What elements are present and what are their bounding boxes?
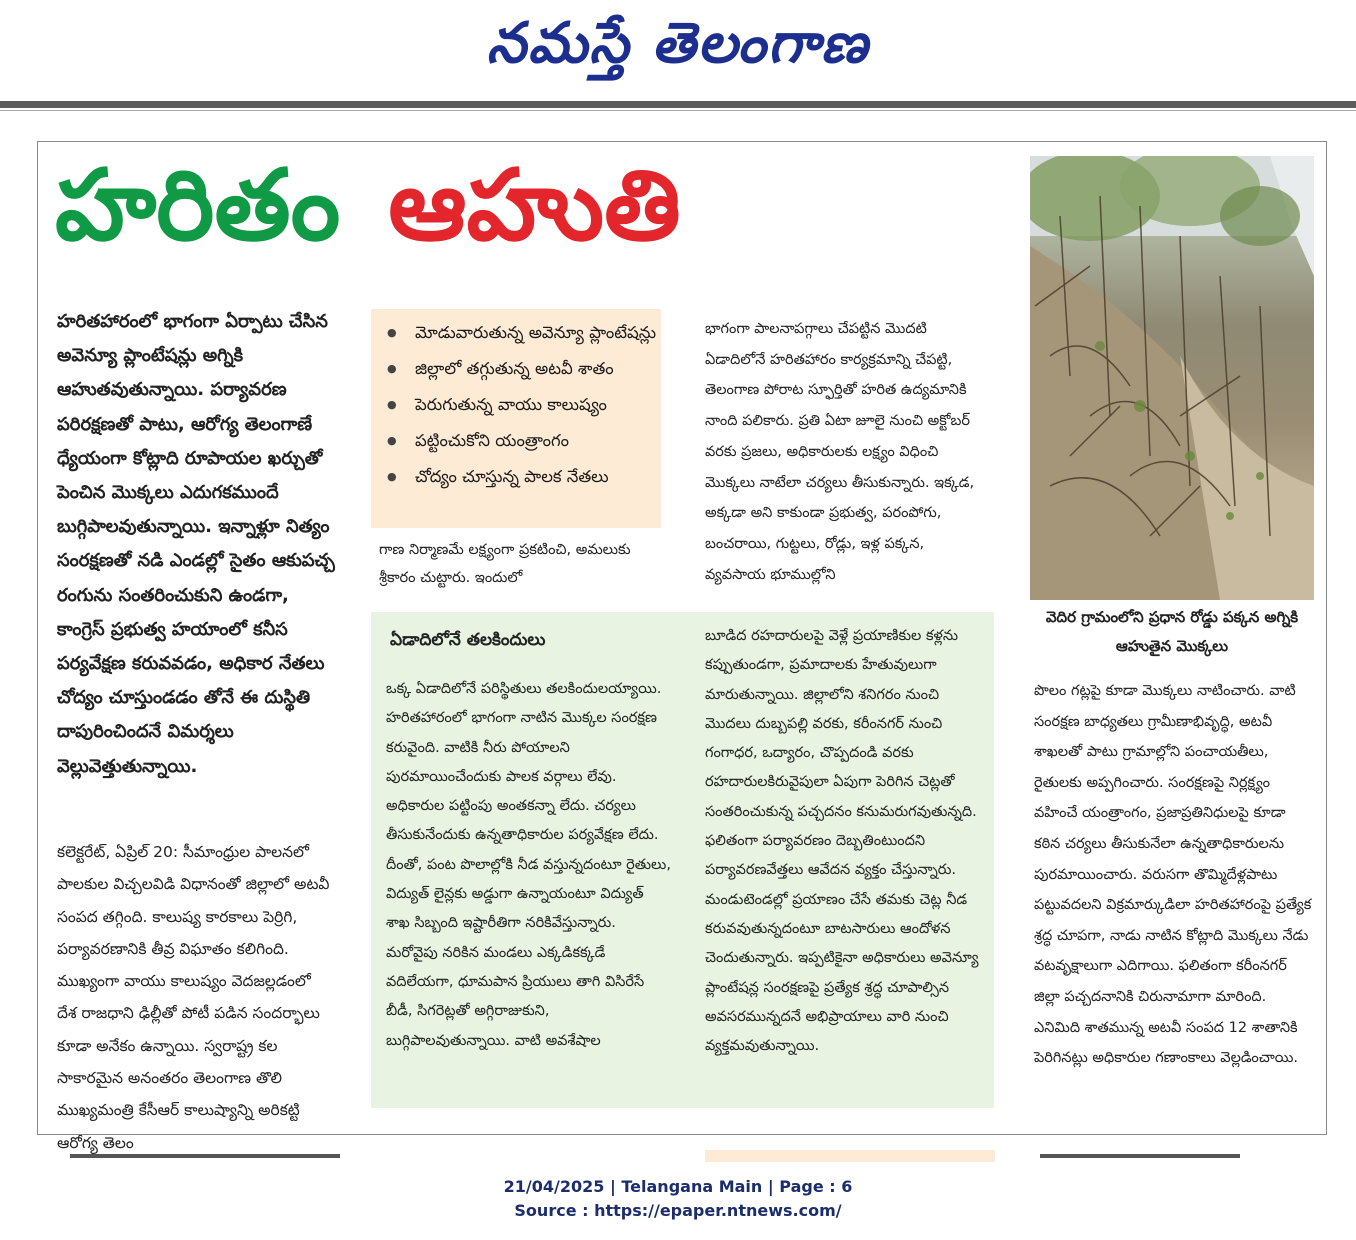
- preview-box: [705, 1150, 995, 1162]
- highlight-item: ● పట్టించుకోని యంత్రాంగం: [385, 423, 661, 459]
- next-article-preview: [0, 1150, 1356, 1162]
- masthead: [0, 0, 1356, 100]
- column-1-text: కలెక్టరేట్, ఏప్రిల్ 20: సీమాంధ్రుల పాలనలో పాలకుల విచ్చలవిడి విధానంతో జిల్లాలో అటవీ సంపద తగ్గింది. కాలుష్య కారకాలు పెర్రిగి, పర్యావరణానికి తీవ్ర విఘాతం కలిగింది. ముఖ్యంగా వాయు కాలుష్యం వెదజల్లడంలో దేశ రాజధాని ఢిల్లీతో పోటీ పడిన సందర్భాలు కూడా అనేకం ఉన్నాయి. స్వరాష్ట్ర కల సాకారమైన అనంతరం తెలంగాణ తొలి ముఖ్యమంత్రి కేసీఆర్ కాలుష్యాన్ని అరికట్టి ఆరోగ్య తెలం: [57, 843, 330, 1152]
- source-link[interactable]: Source : https://epaper.ntnews.com/: [514, 1201, 842, 1220]
- highlights-box: [371, 309, 661, 528]
- headline-part-2: ఆహుతి: [388, 148, 681, 263]
- highlight-item: ● చోద్యం చూస్తున్న పాలక నేతలు: [385, 459, 661, 495]
- masthead-logo: నమస్తే తెలంగాణ: [486, 10, 870, 76]
- masthead-divider: [0, 101, 1356, 108]
- lead-text: హరితహారంలో భాగంగా ఏర్పాటు చేసిన అవెన్యూ ప్లాంటేషన్లు అగ్నికి ఆహుతవుతున్నాయి. పర్యావరణ పరిరక్షణతో పాటు, ఆరోగ్య తెలంగాణే ధ్యేయంగా కోట్లాది రూపాయల ఖర్చుతో పెంచిన మొక్కలు ఎదుగకముందే బుగ్గిపాలవుతున్నాయి. ఇన్నాళ్లూ నిత్యం సంరక్షణతో నడి ఎండల్లో సైతం ఆకుపచ్చ రంగును సంతరించుకుని ఉండగా, కాంగ్రెస్ ప్రభుత్వ హయాంలో కనీస పర్యవేక్షణ కరువవడం, అధికార నేతలు చోద్యం చూస్తుండడం తోనే ఈ దుస్థితి దాపురించిందనే విమర్శలు వెల్లువెత్తుతున్నాయి.: [57, 311, 335, 777]
- edition-info: 21/04/2025 | Telangana Main | Page : 6: [503, 1177, 853, 1196]
- preview-fragment: [70, 1154, 340, 1158]
- column-3-text: భాగంగా పాలనాపగ్గాలు చేపట్టిన మొదటి ఏడాదిలోనే హరితహారం కార్యక్రమాన్ని చేపట్టి, తెలంగాణ పోరాట స్ఫూర్తితో హరిత ఉద్యమానికి నాంది పలికారు. ప్రతి ఏటా జూలై నుంచి అక్టోబర్ వరకు ప్రజలు, అధికారులకు లక్ష్యం విధించి మొక్కలు నాటేలా చర్యలు తీసుకున్నారు. ఇక్కడ, అక్కడా అని కాకుండా ప్రభుత్వ, పరంపోగు, బంచరాయి, గుట్టలు, రోడ్లు, ఇళ్ల పక్కన, వ్యవసాయ భూముల్లోని: [705, 321, 975, 583]
- headline: [55, 150, 995, 285]
- column-2-text: గాణ నిర్మాణమే లక్ష్యంగా ప్రకటించి, అమలుకు శ్రీకారం చుట్టారు. ఇందులో: [379, 542, 631, 586]
- column-2-body: [379, 536, 661, 592]
- column-1-body: [57, 836, 335, 1159]
- page-footer: [0, 1175, 1356, 1223]
- sub-story-column-2: [705, 622, 988, 1061]
- masthead-divider-thin: [0, 110, 1356, 111]
- sub-story-column-1: [386, 675, 671, 1056]
- highlights-list: [371, 309, 661, 495]
- column-6-text: పొలం గట్లపై కూడా మొక్కలు నాటించారు. వాటి సంరక్షణ బాధ్యతలు గ్రామీణాభివృద్ధి, అటవీ శాఖలతో పాటు గ్రామాల్లోని పంచాయతీలు, రైతులకు అప్పగించారు. సంరక్షణపై నిర్లక్ష్యం వహించే యంత్రాంగం, ప్రజాప్రతినిధులపై కూడా కఠిన చర్యలు తీసుకునేలా ఉన్నతాధికారులను పురమాయించారు. వరుసగా తొమ్మిదేళ్లపాటు పట్టువదలని విక్రమార్కుడిలా హరితహారంపై ప్రత్యేక శ్రద్ధ చూపగా, నాడు నాటిన కోట్లాది మొక్కలు నేడు వటవృక్షాలుగా ఎదిగాయి. ఫలితంగా కరీంనగర్ జిల్లా పచ్చదనానికి చిరునామాగా మారింది. ఎనిమిది శాతమున్న అటవీ సంపద 12 శాతానికి పెరిగినట్లు అధికారుల గణాంకాలు వెల్లడించాయి.: [1034, 683, 1312, 1067]
- column-3-body: [705, 314, 988, 590]
- sub-story-heading: ఏడాదిలోనే తలకిందులు: [390, 630, 546, 650]
- sub-story-text-2: బూడిద రహదారులపై వెళ్లే ప్రయాణికుల కళ్లను కప్పుతుండగా, ప్రమాదాలకు హేతువులుగా మారుతున్నాయి. జిల్లాలోని శనిగరం నుంచి మొదలు దుబ్బపల్లి వరకు, కరీంనగర్ నుంచి గంగాధర, ఒద్యారం, చొప్పదండి వరకు రహదారులకిరువైపులా ఏపుగా పెరిగిన చెట్లతో సంతరించుకున్న పచ్చదనం కనుమరుగవుతున్నది. ఫలితంగా పర్యావరణం దెబ్బతింటుందని పర్యావరణవేత్తలు ఆవేదన వ్యక్తం చేస్తున్నారు. మండుటెండల్లో ప్రయాణం చేసే తమకు చెట్ల నీడ కరువవుతున్నదంటూ బాటసారులు ఆందోళన చెందుతున్నారు. ఇప్పటికైనా అధికారులు అవెన్యూ ప్లాంటేషన్ల సంరక్షణపై ప్రత్యేక శ్రద్ధ చూపాల్సిన అవసరమున్నదనే అభిప్రాయాలు వారి నుంచి వ్యక్తమవుతున్నాయి.: [705, 628, 979, 1055]
- preview-fragment: [1040, 1154, 1240, 1158]
- lead-paragraph: [57, 305, 335, 784]
- headline-part-1: హరితం: [55, 148, 341, 263]
- column-6-body: [1034, 676, 1314, 1074]
- news-photo: [1030, 156, 1314, 600]
- sub-story-text-1: ఒక్క ఏడాదిలోనే పరిస్థితులు తలకిందులయ్యాయి. హరితహారంలో భాగంగా నాటిన మొక్కల సంరక్షణ కరువైంది. వాటికి నీరు పోయాలని పురమాయించేందుకు పాలక వర్గాలు లేవు. అధికారుల పట్టింపు అంతకన్నా లేదు. చర్యలు తీసుకునేందుకు ఉన్నతాధికారుల పర్యవేక్షణ లేదు. దీంతో, పంట పొలాల్లోకి నీడ వస్తున్నదంటూ రైతులు, విద్యుత్ లైన్లకు అడ్డుగా ఉన్నాయంటూ విద్యుత్ శాఖ సిబ్బంది ఇష్టారీతిగా నరికివేస్తున్నారు. మరోవైపు నరికిన మండలు ఎక్కడికక్కడే వదిలేయగా, ధూమపాన ప్రియులు తాగి విసిరేసే బీడీ, సిగరెట్లతో అగ్గిరాజుకుని, బుగ్గిపాలవుతున్నాయి. వాటి అవశేషాల: [386, 681, 671, 1049]
- burnt-plantation-photo: [1030, 156, 1314, 600]
- photo-caption: వెదిర గ్రామంలోని ప్రధాన రోడ్డు పక్కన అగ్నికి ఆహుతైన మొక్కలు: [1045, 608, 1299, 655]
- highlight-item: ● పెరుగుతున్న వాయు కాలుష్యం: [385, 387, 661, 423]
- highlight-item: ● మోడువారుతున్న అవెన్యూ ప్లాంటేషన్లు: [385, 315, 661, 351]
- highlight-item: ● జిల్లాలో తగ్గుతున్న అటవీ శాతం: [385, 351, 661, 387]
